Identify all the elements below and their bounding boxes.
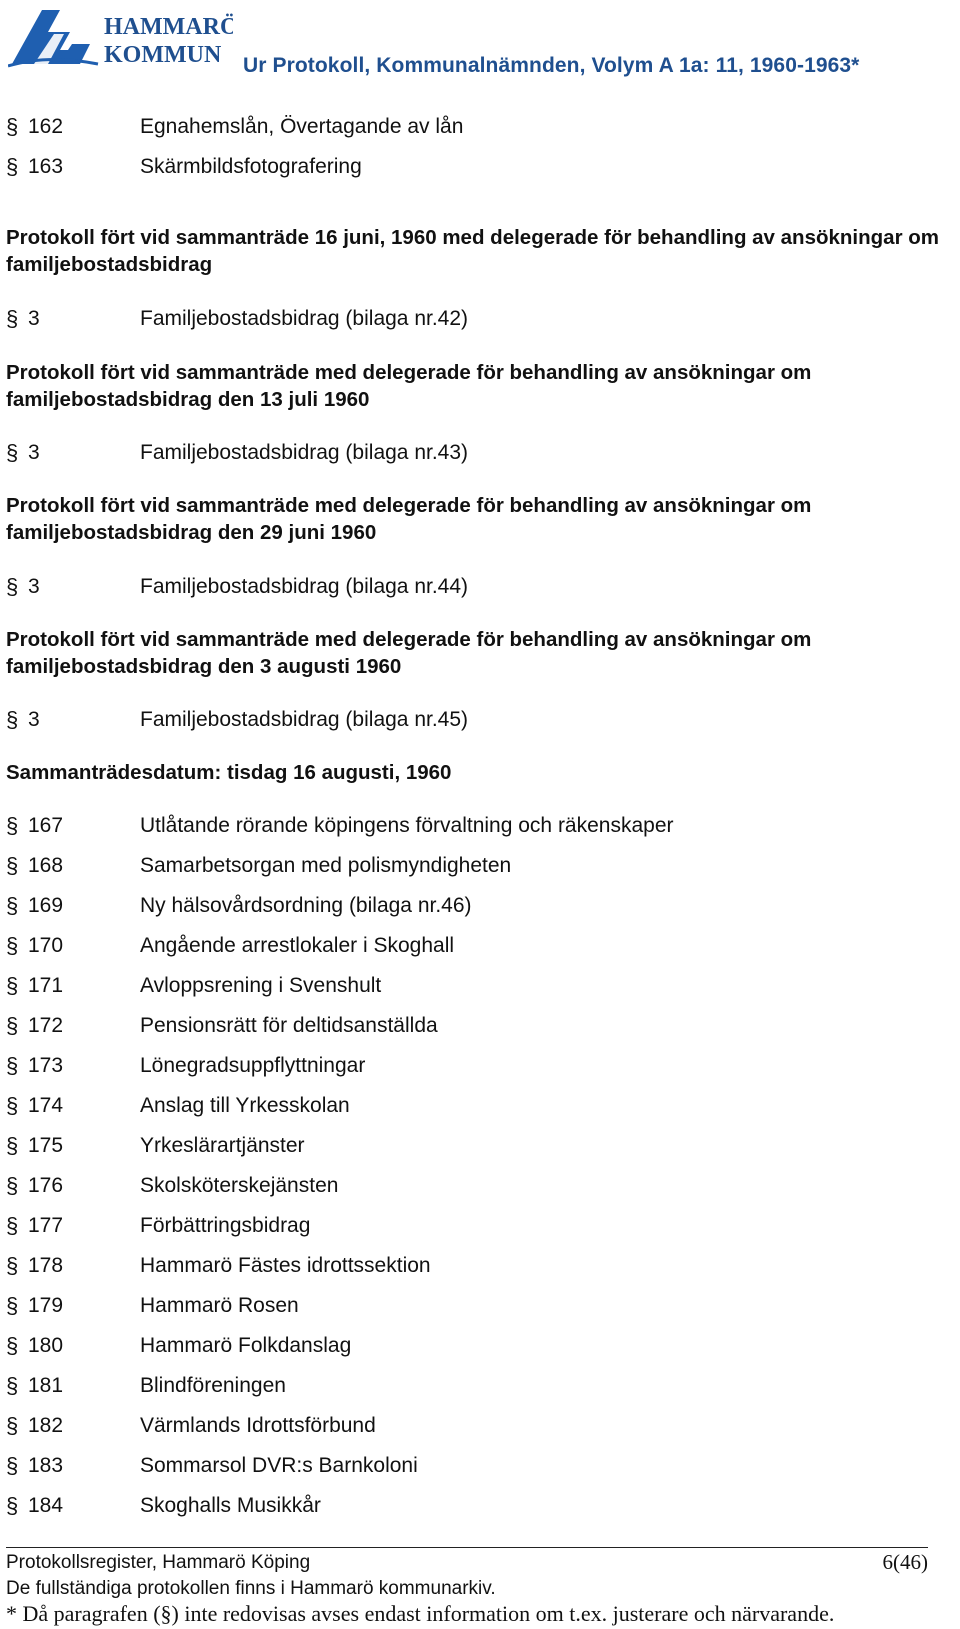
paragraph-number: 181 (28, 1374, 64, 1397)
paragraph-number: 172 (28, 1014, 64, 1037)
paragraph-title: Skolsköterskejänsten (140, 1174, 339, 1197)
paragraph-title: Förbättringsbidrag (140, 1214, 311, 1237)
footer-archive-note: De fullständiga protokollen finns i Hammarö kommunarkiv. (6, 1578, 496, 1599)
section-symbol: § (6, 707, 19, 732)
paragraph-title: Anslag till Yrkesskolan (140, 1094, 350, 1117)
paragraph-title: Hammarö Folkdanslag (140, 1334, 352, 1357)
paragraph-title: Yrkeslärartjänster (140, 1134, 305, 1157)
list-item (6, 1010, 946, 1042)
section-symbol: § (6, 1253, 19, 1278)
paragraph-number: 183 (28, 1454, 64, 1477)
paragraph-number: 175 (28, 1134, 64, 1157)
paragraph-title: Samarbetsorgan med polismyndigheten (140, 854, 512, 877)
list-item (6, 1170, 946, 1202)
paragraph-title: Ny hälsovårdsordning (bilaga nr.46) (140, 894, 472, 917)
paragraph-number: 169 (28, 894, 64, 917)
list-item (6, 1210, 946, 1242)
section-symbol: § (6, 1293, 19, 1318)
list-item (6, 151, 946, 183)
section-symbol: § (6, 114, 19, 139)
paragraph-title: Blindföreningen (140, 1374, 286, 1397)
section-symbol: § (6, 933, 19, 958)
list-item (6, 1490, 946, 1522)
logo-mark-icon (8, 4, 233, 72)
paragraph-title: Egnahemslån, Övertagande av lån (140, 115, 464, 138)
list-item (6, 1130, 946, 1162)
paragraph-number: 179 (28, 1294, 64, 1317)
section-symbol: § (6, 1173, 19, 1198)
footnote: * Då paragrafen (§) inte redovisas avses endast information om t.ex. justerare och närvarande. (6, 1601, 835, 1626)
section-symbol: § (6, 1013, 19, 1038)
paragraph-number: 178 (28, 1254, 64, 1277)
logo-text-line1: HAMMARÖ (104, 14, 233, 40)
page-number: 6(46) (882, 1550, 928, 1574)
list-item (6, 1090, 946, 1122)
paragraph-number: 174 (28, 1094, 64, 1117)
paragraph-title: Angående arrestlokaler i Skoghall (140, 934, 455, 957)
section-heading: Protokoll fört vid sammanträde 16 juni, 1960 med delegerade för behandling av ansökningar om familjebostadsbidrag (6, 226, 939, 276)
section-symbol: § (6, 893, 19, 918)
paragraph-title: Utlåtande rörande köpingens förvaltning och räkenskaper (140, 814, 674, 837)
section-symbol: § (6, 1493, 19, 1518)
paragraph-title: Hammarö Fästes idrottssektion (140, 1254, 431, 1277)
paragraph-number: 3 (28, 575, 40, 598)
paragraph-title: Skärmbildsfotografering (140, 155, 362, 178)
paragraph-title: Lönegradsuppflyttningar (140, 1054, 366, 1077)
list-item (6, 930, 946, 962)
list-item (6, 571, 946, 603)
list-item (6, 1410, 946, 1442)
paragraph-number: 170 (28, 934, 64, 957)
paragraph-number: 180 (28, 1334, 64, 1357)
paragraph-title: Familjebostadsbidrag (bilaga nr.43) (140, 441, 469, 464)
paragraph-number: 168 (28, 854, 64, 877)
paragraph-number: 184 (28, 1494, 64, 1517)
paragraph-title: Värmlands Idrottsförbund (140, 1414, 376, 1437)
paragraph-title: Familjebostadsbidrag (bilaga nr.45) (140, 708, 469, 731)
list-item (6, 437, 946, 469)
list-item (6, 970, 946, 1002)
section-symbol: § (6, 1213, 19, 1238)
footer-divider (6, 1547, 928, 1548)
list-item (6, 890, 946, 922)
paragraph-title: Pensionsrätt för deltidsanställda (140, 1014, 438, 1037)
section-symbol: § (6, 1093, 19, 1118)
section-symbol: § (6, 306, 19, 331)
paragraph-number: 171 (28, 974, 64, 997)
list-item (6, 111, 946, 143)
paragraph-title: Familjebostadsbidrag (bilaga nr.42) (140, 307, 469, 330)
paragraph-number: 167 (28, 814, 64, 837)
section-symbol: § (6, 154, 19, 179)
paragraph-number: 177 (28, 1214, 64, 1237)
section-symbol: § (6, 1053, 19, 1078)
paragraph-number: 163 (28, 155, 64, 178)
list-item (6, 1370, 946, 1402)
list-item (6, 303, 946, 335)
section-heading: Protokoll fört vid sammanträde med delegerade för behandling av ansökningar om familjebostadsbidrag den 3 augusti 1960 (6, 628, 812, 678)
paragraph-number: 3 (28, 307, 40, 330)
section-symbol: § (6, 813, 19, 838)
section-symbol: § (6, 853, 19, 878)
paragraph-title: Familjebostadsbidrag (bilaga nr.44) (140, 575, 469, 598)
section-symbol: § (6, 574, 19, 599)
paragraph-number: 3 (28, 708, 40, 731)
paragraph-title: Sommarsol DVR:s Barnkoloni (140, 1454, 418, 1477)
section-symbol: § (6, 1133, 19, 1158)
logo-text-line2: KOMMUN (104, 42, 222, 68)
meeting-date-heading: Sammanträdesdatum: tisdag 16 augusti, 1960 (6, 761, 452, 784)
paragraph-title: Hammarö Rosen (140, 1294, 299, 1317)
paragraph-number: 176 (28, 1174, 64, 1197)
section-symbol: § (6, 1373, 19, 1398)
list-item (6, 1450, 946, 1482)
section-symbol: § (6, 1413, 19, 1438)
paragraph-title: Avloppsrening i Svenshult (140, 974, 382, 997)
list-item (6, 810, 946, 842)
list-item (6, 1050, 946, 1082)
section-heading: Protokoll fört vid sammanträde med delegerade för behandling av ansökningar om familjebostadsbidrag den 13 juli 1960 (6, 361, 812, 411)
list-item (6, 704, 946, 736)
paragraph-title: Skoghalls Musikkår (140, 1494, 321, 1517)
section-symbol: § (6, 1333, 19, 1358)
list-item (6, 1330, 946, 1362)
section-symbol: § (6, 1453, 19, 1478)
list-item (6, 1250, 946, 1282)
paragraph-number: 162 (28, 115, 64, 138)
section-symbol: § (6, 440, 19, 465)
section-heading: Protokoll fört vid sammanträde med delegerade för behandling av ansökningar om familjebostadsbidrag den 29 juni 1960 (6, 494, 812, 544)
paragraph-number: 173 (28, 1054, 64, 1077)
paragraph-number: 3 (28, 441, 40, 464)
footer-register: Protokollsregister, Hammarö Köping (6, 1552, 311, 1573)
list-item (6, 1290, 946, 1322)
list-item (6, 850, 946, 882)
section-symbol: § (6, 973, 19, 998)
paragraph-number: 182 (28, 1414, 64, 1437)
document-header-title: Ur Protokoll, Kommunalnämnden, Volym A 1a: 11, 1960-1963* (243, 54, 860, 77)
hammaro-kommun-logo (8, 4, 233, 72)
